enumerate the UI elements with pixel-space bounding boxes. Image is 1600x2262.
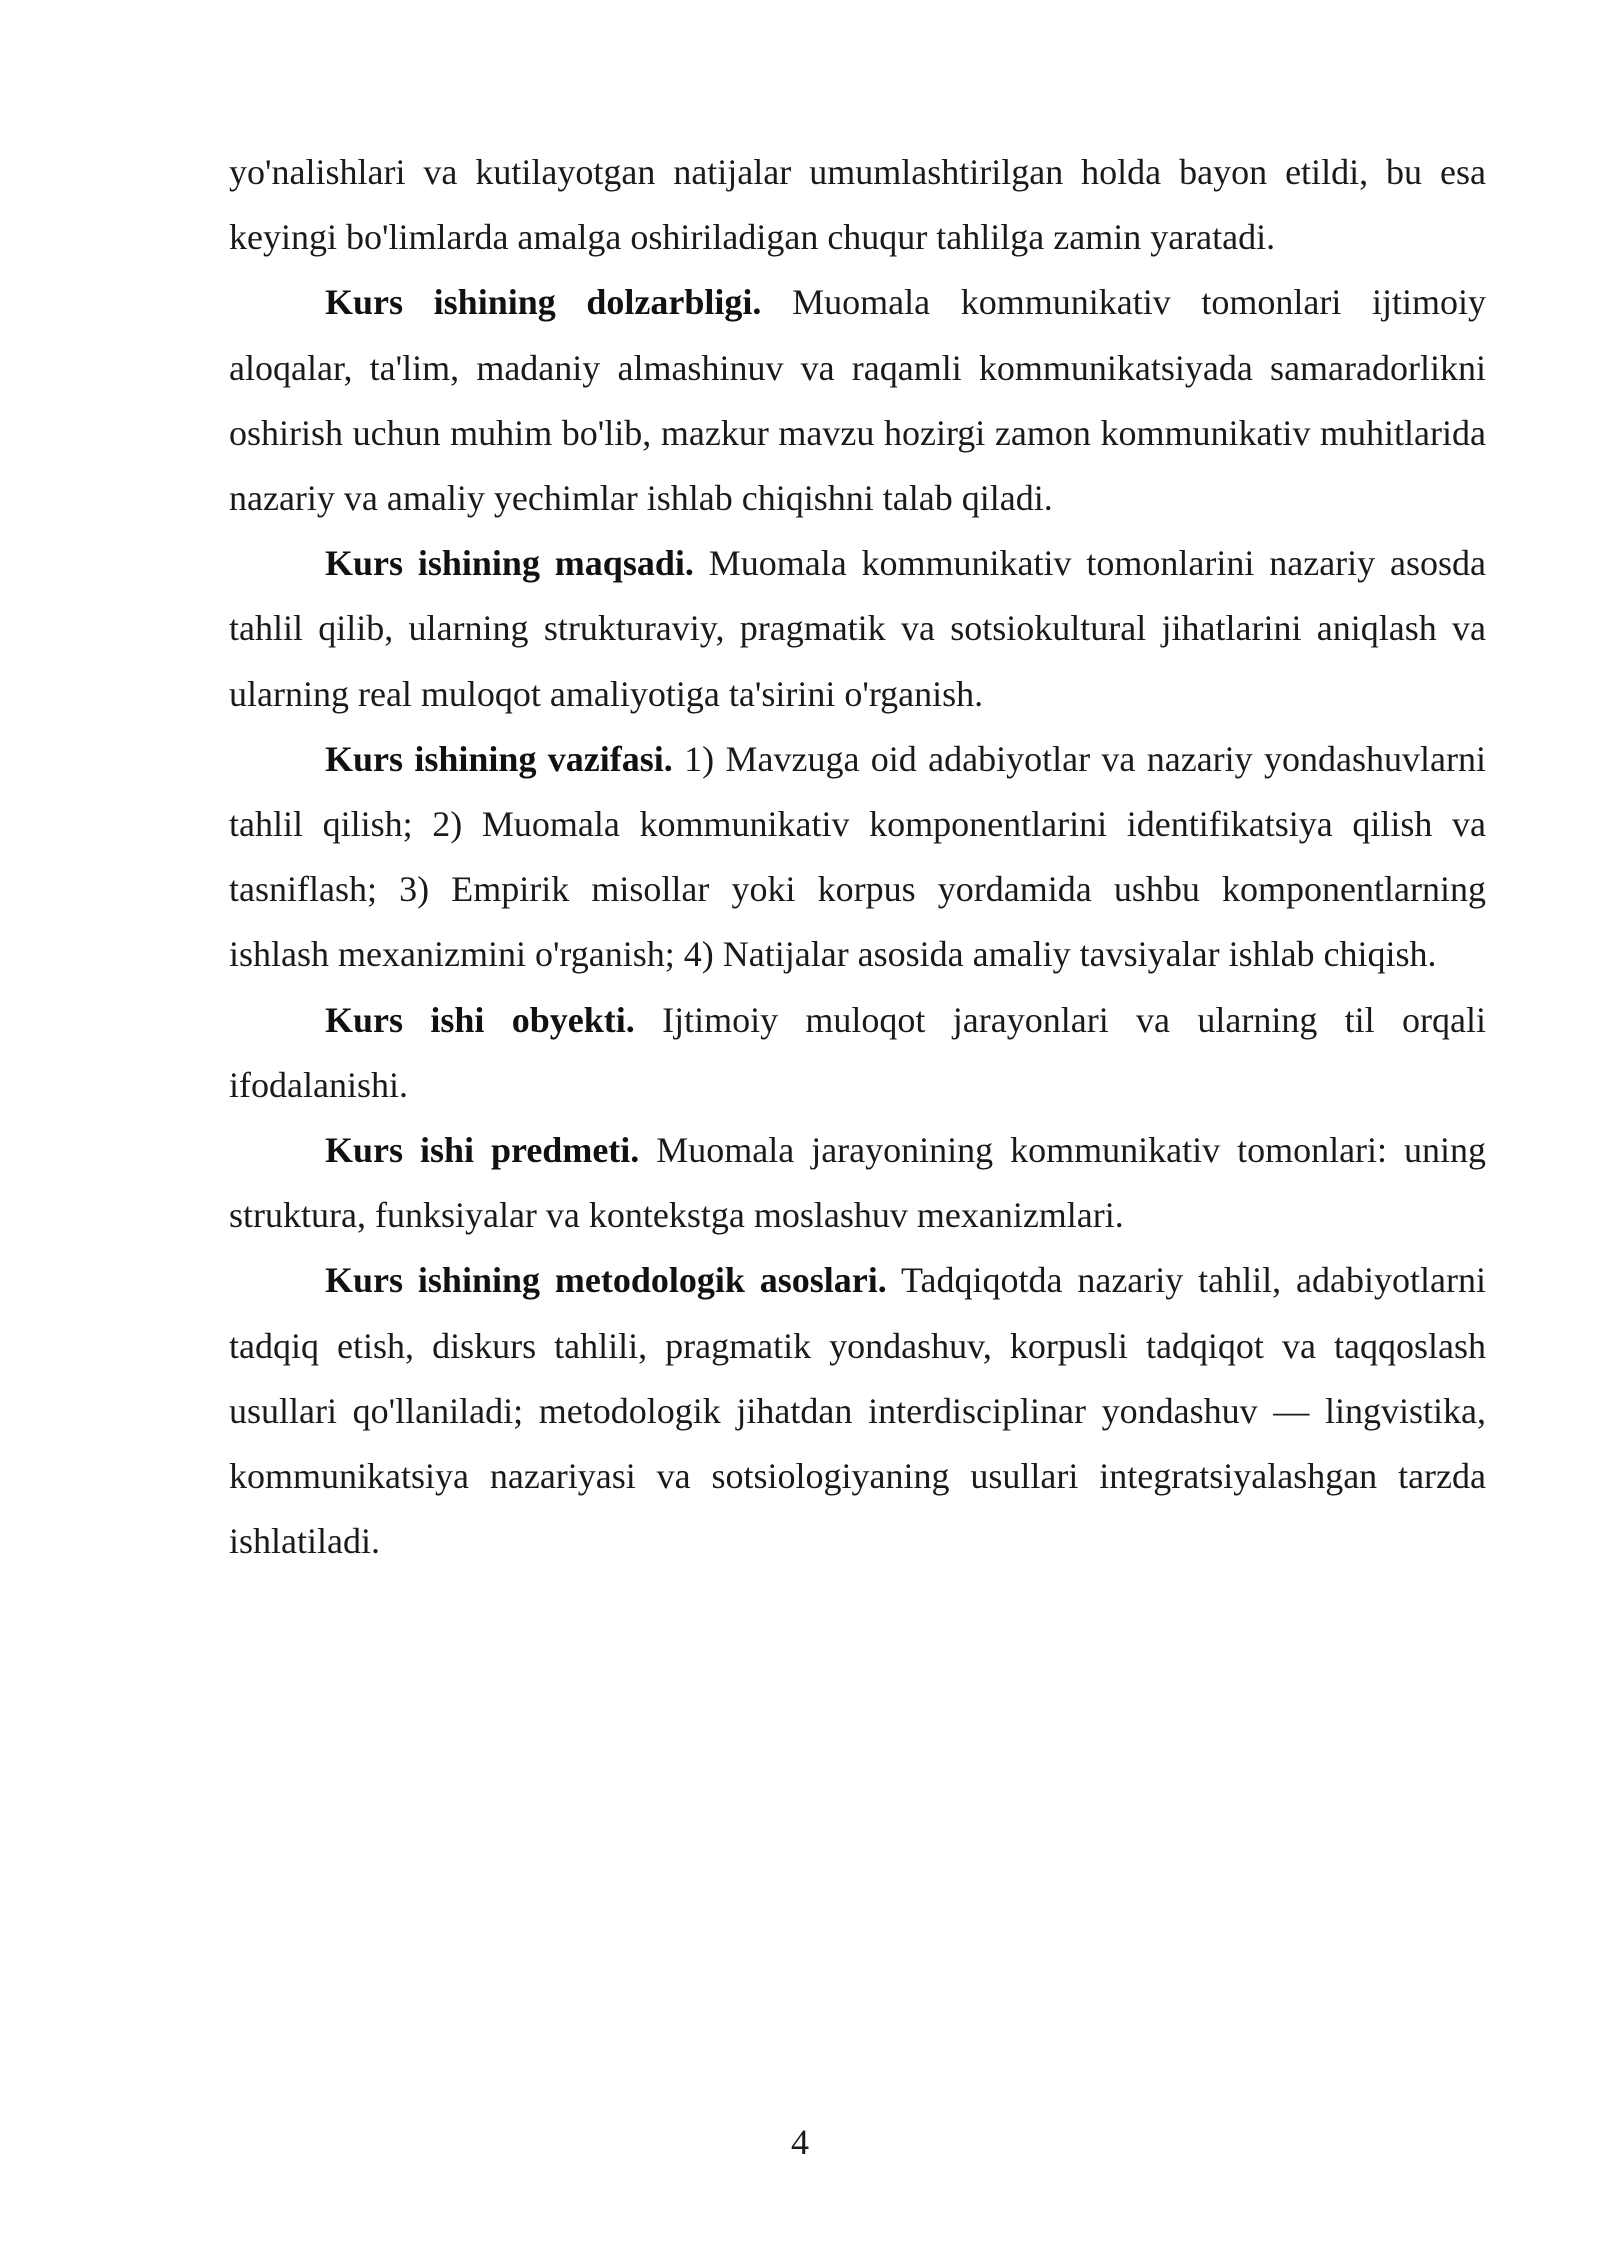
relevance-text: Muomala kommunikativ tomonlari ijtimoiy aloqalar, ta'lim, madaniy almashinuv va raqamli kommunikatsiyada samaradorlikni oshirish uchun muhim bo'lib, mazkur mavzu hozirgi zamon kommunikativ muhitlarida nazariy va amaliy yechimlar ishlab chiqishni talab qiladi. xyxy=(229,282,1486,519)
relevance-paragraph xyxy=(229,270,1486,531)
goal-paragraph xyxy=(229,531,1486,727)
intro-paragraph: yo'nalishlari va kutilayotgan natijalar umumlashtirilgan holda bayon etildi, bu esa keyingi bo'limlarda amalga oshiriladigan chuqur tahlilga zamin yaratadi. xyxy=(229,152,1486,258)
tasks-text: 1) Mavzuga oid adabiyotlar va nazariy yondashuvlarni tahlil qilish; 2) Muomala kommunikativ komponentlarini identifikatsiya qilish va tasniflash; 3) Empirik misollar yoki korpus yordamida ushbu komponentlarning ishlash mexanizmini o'rganish; 4) Natijalar asosida amaliy tavsiyalar ishlab chiqish. xyxy=(229,738,1486,975)
page-number: 4 xyxy=(791,2122,809,2162)
tasks-paragraph xyxy=(229,727,1486,988)
page-body xyxy=(229,140,1486,1574)
object-text: Ijtimoiy muloqot jarayonlari va ularning til orqali ifodalanishi. xyxy=(229,999,1486,1105)
subject-text: Muomala jarayonining kommunikativ tomonlari: uning struktura, funksiyalar va kontekstga moslashuv mexanizmlari. xyxy=(229,1130,1487,1236)
goal-text: Muomala kommunikativ tomonlarini nazariy asosda tahlil qilib, ularning strukturaviy, pragmatik va sotsiokultural jihatlarini aniqlash va ularning real muloqot amaliyotiga ta'sirini o'rganish. xyxy=(229,543,1486,714)
methodology-paragraph xyxy=(229,1248,1486,1574)
subject-heading: Kurs ishi predmeti. xyxy=(325,1130,640,1171)
subject-paragraph xyxy=(229,1118,1486,1248)
methodology-text: Tadqiqotda nazariy tahlil, adabiyotlarni tadqiq etish, diskurs tahlili, pragmatik yondashuv, korpusli tadqiqot va taqqoslash usullari qo'llaniladi; metodologik jihatdan interdisciplinar yondashuv — lingvistika, kommunikatsiya nazariyasi va sotsiologiyaning usullari integratsiyalashgan tarzda ishlatiladi. xyxy=(229,1260,1486,1562)
relevance-heading: Kurs ishining dolzarbligi. xyxy=(325,282,762,323)
object-heading: Kurs ishi obyekti. xyxy=(325,999,635,1040)
object-paragraph xyxy=(229,988,1486,1118)
tasks-heading: Kurs ishining vazifasi. xyxy=(325,738,673,779)
methodology-heading: Kurs ishining metodologik asoslari. xyxy=(325,1260,887,1301)
goal-heading: Kurs ishining maqsadi. xyxy=(325,543,694,584)
